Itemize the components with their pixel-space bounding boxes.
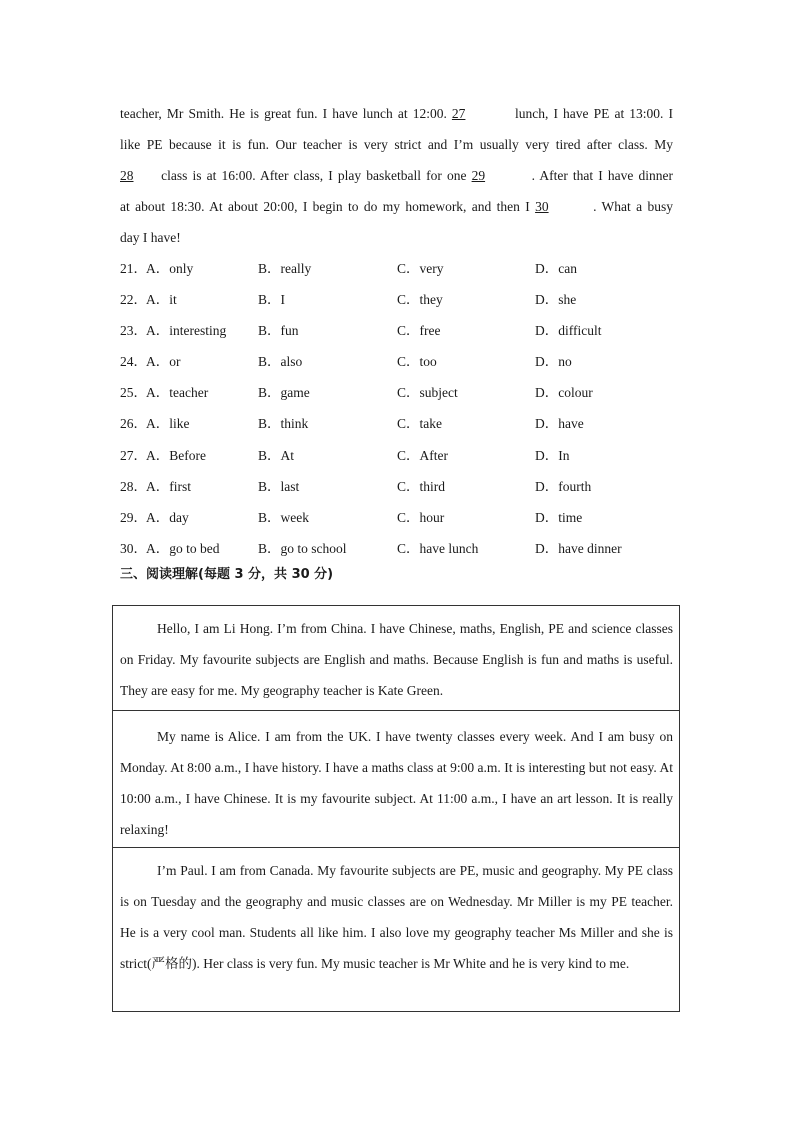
option-b: B．game (258, 385, 310, 401)
question-number: 24． (120, 354, 147, 370)
passage-text: . After that I have dinner (531, 168, 673, 183)
option-b: B．also (258, 354, 303, 370)
question-row (120, 346, 680, 377)
option-c: C．too (397, 354, 437, 370)
reading-passage-3 (113, 848, 679, 1011)
option-d: D．difficult (535, 323, 602, 339)
question-row (120, 502, 680, 533)
question-number: 27． (120, 447, 147, 463)
question-number: 23． (120, 323, 147, 339)
passage-line (120, 191, 673, 222)
option-c: C．subject (397, 385, 458, 401)
option-a: A．like (146, 416, 190, 432)
option-b: B．last (258, 478, 300, 494)
option-a: A．interesting (146, 323, 227, 339)
option-d: D．can (535, 261, 577, 276)
question-number: 21． (120, 261, 147, 276)
question-number: 29． (120, 509, 147, 525)
blank-29: 29 (471, 168, 486, 183)
passage-text: teacher, Mr Smith. He is great fun. I have lunch at 12:00. (120, 106, 452, 121)
option-c: C．very (397, 261, 444, 276)
option-b: B．week (258, 509, 309, 525)
reading-passage-2 (113, 711, 679, 848)
question-number: 25． (120, 385, 147, 401)
option-b: B．really (258, 261, 312, 276)
reading-passage-text: I’m Paul. I am from Canada. My favourite subjects are PE, music and geography. My PE class is on Tuesday and the geography and music classes are on Wednesday. Mr Miller is my PE teacher. He is a very cool man. Students all like him. I also love my geography teacher Ms Miller and she is strict(严格的). Her class is very fun. My music teacher is Mr White and he is very kind to me. (120, 863, 673, 971)
blank-27: 27 (451, 106, 466, 121)
question-row (120, 440, 680, 471)
reading-passage-text: Hello, I am Li Hong. I’m from China. I have Chinese, maths, English, PE and science classes on Friday. My favourite subjects are English and maths. Because English is fun and maths is useful. They are easy for me. My geography teacher is Kate Green. (120, 621, 673, 698)
option-b: B．At (258, 447, 295, 463)
option-a: A．or (146, 354, 181, 370)
option-d: D．In (535, 447, 570, 463)
blank-28: 28 (120, 168, 134, 183)
option-d: D．she (535, 292, 577, 308)
question-row (120, 253, 680, 284)
section-title: 三、阅读理解(每题 3 分，共 30 分) (120, 567, 334, 582)
option-d: D．time (535, 509, 583, 525)
option-b: B．fun (258, 323, 299, 339)
option-b: B．I (258, 292, 285, 308)
option-d: D．colour (535, 385, 593, 401)
question-row (120, 315, 680, 346)
option-a: A．it (146, 292, 177, 308)
option-c: C．they (397, 292, 443, 308)
option-d: D．have dinner (535, 540, 622, 556)
question-row (120, 284, 680, 315)
question-row (120, 408, 680, 439)
question-row (120, 471, 680, 502)
option-b: B．think (258, 416, 309, 432)
question-number: 22． (120, 292, 147, 308)
option-a: A．Before (146, 447, 206, 463)
option-c: C．free (397, 323, 441, 339)
question-row (120, 377, 680, 408)
option-a: A．day (146, 509, 189, 525)
question-number: 30． (120, 540, 147, 556)
question-number: 26． (120, 416, 147, 432)
option-a: A．only (146, 261, 194, 276)
option-d: D．have (535, 416, 584, 432)
option-a: A．teacher (146, 385, 209, 401)
reading-passages-table (112, 605, 680, 1012)
option-b: B．go to school (258, 540, 347, 556)
option-a: A．go to bed (146, 540, 220, 556)
reading-passage-text: My name is Alice. I am from the UK. I have twenty classes every week. And I am busy on Monday. At 8:00 a.m., I have history. I have a maths class at 9:00 a.m. It is interesting but not easy. At 10:00 a.m., I have Chinese. It is my favourite subject. At 11:00 a.m., I have an art lesson. It is really relaxing! (120, 729, 673, 837)
blank-30: 30 (535, 199, 549, 214)
passage-line (120, 98, 673, 129)
passage-text: lunch, I have PE at 13:00. I (509, 106, 673, 121)
option-c: C．third (397, 478, 446, 494)
option-c: C．After (397, 447, 448, 463)
question-row (120, 533, 680, 564)
question-number: 28． (120, 478, 147, 494)
option-d: D．fourth (535, 478, 592, 494)
option-d: D．no (535, 354, 572, 370)
passage-line (120, 160, 673, 191)
option-c: C．have lunch (397, 540, 479, 556)
cloze-passage (120, 98, 673, 253)
passage-text: class is at 16:00. After class, I play basketball for one (156, 168, 472, 183)
reading-passage-1 (113, 606, 679, 711)
passage-text: at about 18:30. At about 20:00, I begin to do my homework, and then I (120, 199, 536, 214)
question-options-list (120, 253, 680, 564)
option-a: A．first (146, 478, 191, 494)
option-c: C．hour (397, 509, 445, 525)
passage-line: like PE because it is fun. Our teacher is very strict and I’m usually very tired after class. My (120, 137, 673, 152)
passage-line: day I have! (120, 230, 181, 245)
option-c: C．take (397, 416, 442, 432)
passage-text: . What a busy (593, 199, 673, 214)
